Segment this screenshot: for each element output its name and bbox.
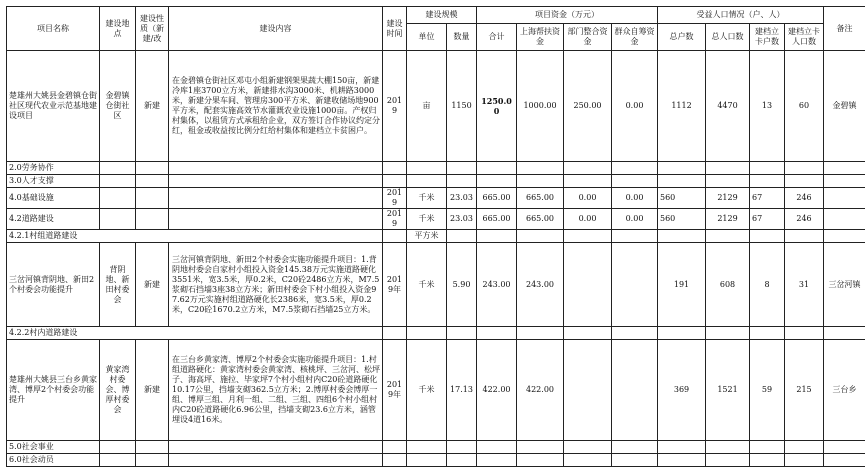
mass-cell: 0.00 [612,188,658,209]
content-cell: 三岔河镇背阴地、新田2个村委会实施功能提升项目：1.背阴地村委会自家村小组投入资金145.38万元实施道路硬化3551米，宽3.5米，厚0.2米，C20砼2486立方米，M7.5浆砌石挡墙3座38立方米；新田村委会下村小组投入资金97.62万元实施村组道路硬化长2386米，宽3.5米，厚0.2米，C20砼1670.2立方米，M7.5浆砌石挡墙25立方米。 [169,243,383,327]
header-quantity: 数量 [447,24,477,51]
content-cell: 在金碧镇仓街社区邓屯小组新建钢架果蔬大棚150亩，新建冷库1座3700立方米，新建排水沟3000米、机耕路3000米，新建分果车间、管理房300平方米、新建收储场地900平方米，配套实施高效节水灌溉农业设施1000亩。产权归村集体，以租赁方式承租给企业，双方签订合作协议约定分红，租金或收益按比例分红给村集体和建档立卡贫困户。 [169,51,383,162]
header-population: 总人口数 [706,24,750,51]
section-label-cell: 4.2.2村内道路建设 [7,327,383,340]
households-cell: 560 [658,188,706,209]
poor-population-cell: 31 [785,243,824,327]
table-row [7,340,865,441]
table-row [7,243,865,327]
time-cell: 2019 [383,209,407,230]
project-table-wrapper [6,6,865,467]
shanghai-cell: 665.00 [517,209,564,230]
mass-cell: 0.00 [612,51,658,162]
poor-households-cell: 67 [750,209,785,230]
table-row [7,441,865,454]
header-mass: 群众自筹资金 [612,24,658,51]
population-cell: 608 [706,243,750,327]
header-poor-households: 建档立卡户数 [750,24,785,51]
time-cell: 2019 [383,188,407,209]
population-cell: 2129 [706,188,750,209]
households-cell: 1112 [658,51,706,162]
header-shanghai: 上海帮扶资金 [517,24,564,51]
poor-households-cell: 67 [750,188,785,209]
total-cell: 243.00 [477,243,517,327]
section-label-cell: 4.0基础设施 [7,188,100,209]
content-cell: 在三台乡黄家湾、博厚2个村委会实施功能提升项目：1.村组道路硬化：黄家湾村委会黄家湾、核桃坪、三岔河、松坪子、海高坪、施拉、毕家坪7个村小组村内C20砼道路硬化10.17公里，挡墙支砌362.5立方米；2.博厚村委会博厚一组、博厚三组、月利一组、二组、三组、四组6个村小组村内C20砼道路硬化6.96公里，挡墙支砌23.6立方米，涵管埋设4道16米。 [169,340,383,441]
section-label-cell: 3.0人才支撑 [7,175,100,188]
poor-population-cell: 215 [785,340,824,441]
quantity-cell: 1150 [447,51,477,162]
department-cell: 0.00 [564,188,612,209]
header-row-1 [7,7,865,24]
quantity-cell: 17.13 [447,340,477,441]
table-row [7,327,865,340]
header-nature: 建设性质（新建/改 [136,7,169,51]
table-row [7,454,865,467]
households-cell: 369 [658,340,706,441]
time-cell: 2019年 [383,340,407,441]
shanghai-cell: 1000.00 [517,51,564,162]
header-project-name: 项目名称 [7,7,100,51]
header-scale: 建设规模 [407,7,477,24]
header-households: 总户数 [658,24,706,51]
unit-cell: 千米 [407,243,447,327]
header-location: 建设地点 [100,7,136,51]
table-row [7,230,865,243]
header-time: 建设时间 [383,7,407,51]
total-cell: 422.00 [477,340,517,441]
remark-cell: 三台乡 [824,340,865,441]
section-label-cell: 4.2道路建设 [7,209,100,230]
header-remark: 备注 [824,7,865,51]
nature-cell: 新建 [136,243,169,327]
department-cell: 0.00 [564,209,612,230]
project-name-cell: 楚雄州大姚县金碧镇仓街社区现代农业示范基地建设项目 [7,51,100,162]
population-cell: 2129 [706,209,750,230]
poor-population-cell: 246 [785,188,824,209]
quantity-cell: 5.90 [447,243,477,327]
location-cell: 金碧镇仓街社区 [100,51,136,162]
population-cell: 4470 [706,51,750,162]
unit-cell: 千米 [407,340,447,441]
total-cell: 665.00 [477,188,517,209]
table-row [7,162,865,175]
table-row [7,175,865,188]
poor-households-cell: 13 [750,51,785,162]
section-label-cell: 2.0劳务协作 [7,162,100,175]
table-row [7,209,865,230]
project-table [6,6,865,467]
time-cell: 2019 [383,51,407,162]
location-cell: 黄家湾村委会、博厚村委会 [100,340,136,441]
section-label-cell: 4.2.1村组道路建设 [7,230,383,243]
total-cell: 665.00 [477,209,517,230]
remark-cell: 三岔河镇 [824,243,865,327]
shanghai-cell: 665.00 [517,188,564,209]
nature-cell: 新建 [136,340,169,441]
total-cell: 1250.00 [477,51,517,162]
households-cell: 560 [658,209,706,230]
unit-cell: 千米 [407,188,447,209]
header-content: 建设内容 [169,7,383,51]
project-name-cell: 三岔河镇背阴地、新田2个村委会功能提升 [7,243,100,327]
header-department: 部门整合资金 [564,24,612,51]
table-row [7,188,865,209]
location-cell: 背阴地、新田村委会 [100,243,136,327]
quantity-cell: 23.03 [447,188,477,209]
project-name-cell: 楚雄州大姚县三台乡黄家湾、博厚2个村委会功能提升 [7,340,100,441]
unit-cell: 平方米 [407,230,447,243]
shanghai-cell: 243.00 [517,243,564,327]
header-poor-population: 建档立卡人口数 [785,24,824,51]
header-unit: 单位 [407,24,447,51]
header-funds: 项目资金（万元） [477,7,658,24]
section-label-cell: 5.0社会事业 [7,441,100,454]
poor-population-cell: 246 [785,209,824,230]
mass-cell: 0.00 [612,209,658,230]
header-beneficiary: 受益人口情况（户、人） [658,7,824,24]
remark-cell: 金碧镇 [824,51,865,162]
poor-population-cell: 60 [785,51,824,162]
nature-cell: 新建 [136,51,169,162]
unit-cell: 亩 [407,51,447,162]
population-cell: 1521 [706,340,750,441]
unit-cell: 千米 [407,209,447,230]
time-cell: 2019年 [383,243,407,327]
shanghai-cell: 422.00 [517,340,564,441]
section-label-cell: 6.0社会动员 [7,454,100,467]
poor-households-cell: 59 [750,340,785,441]
poor-households-cell: 8 [750,243,785,327]
table-row [7,51,865,162]
department-cell: 250.00 [564,51,612,162]
households-cell: 191 [658,243,706,327]
quantity-cell: 23.03 [447,209,477,230]
header-total: 合计 [477,24,517,51]
